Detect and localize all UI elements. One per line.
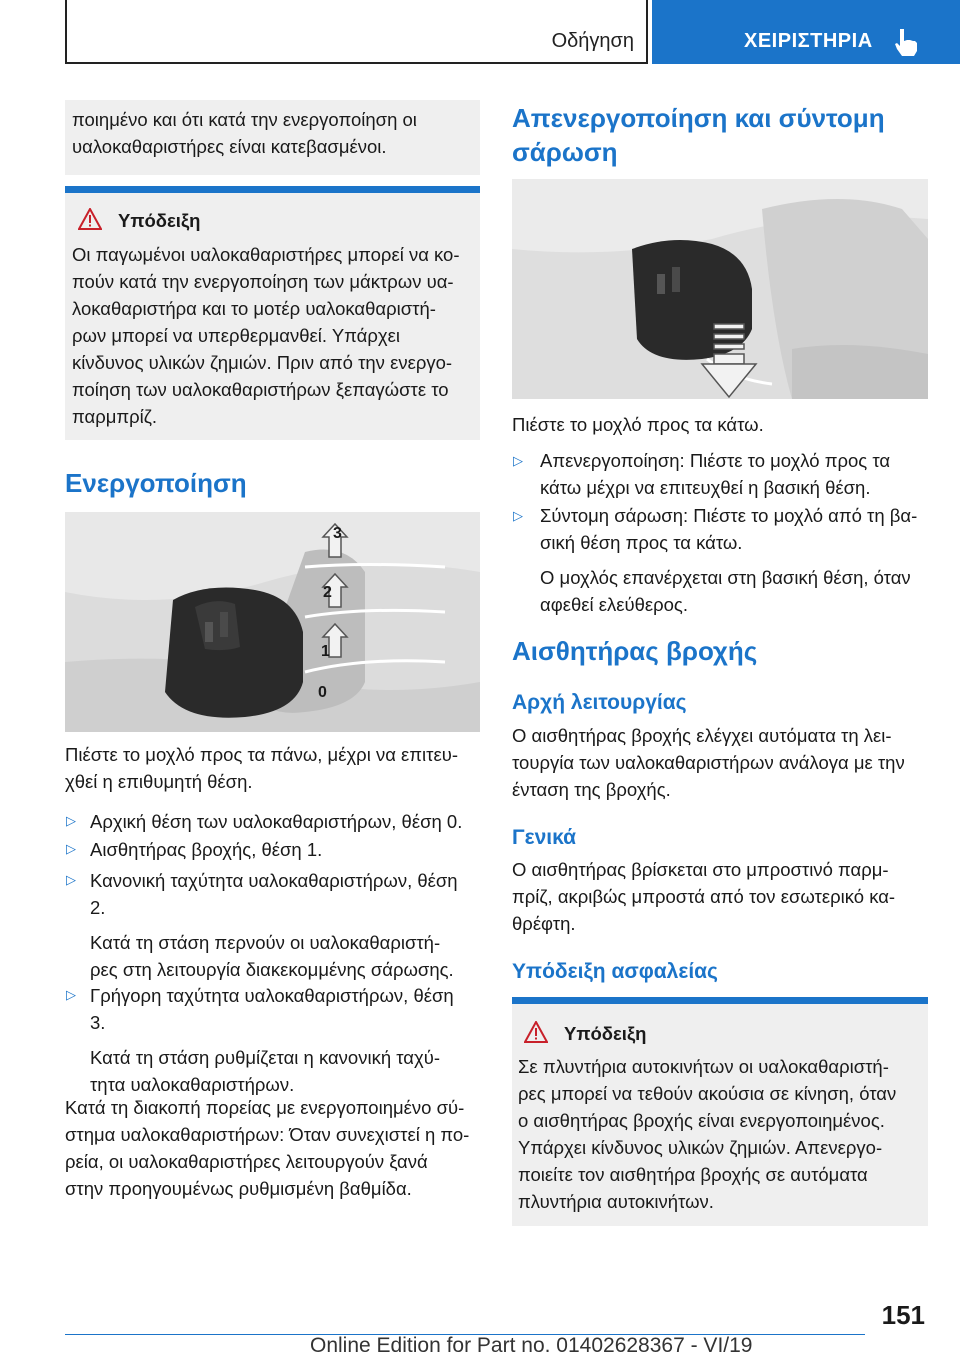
bullet-sub-line: ρες στη λειτουργία διακεκομμένης σάρωσης. [90, 959, 454, 980]
bullet-line: 2. [90, 897, 106, 918]
closing-paragraph [65, 1094, 480, 1202]
warning-line: παρμπρίζ. [72, 406, 158, 427]
subheading-general: Γενικά [512, 826, 577, 849]
closing-line: Κατά τη διακοπή πορείας με ενεργοποιημένο σύ- [65, 1097, 465, 1118]
warning-line: ρων μπορεί να υπερθερμανθεί. Υπάρχει [72, 325, 400, 346]
warning-title: Υπόδειξη [118, 210, 201, 231]
bullet-item [540, 502, 932, 618]
closing-line: ρεία, οι υαλοκαθαριστήρες λειτουργούν ξανά [65, 1151, 428, 1172]
warning-bar [65, 186, 480, 193]
wiper-lever-illustration [65, 512, 480, 732]
position-label-2: 2 [323, 584, 332, 601]
warning-line: πλυντήρια αυτοκινήτων. [518, 1191, 714, 1212]
position-label-1: 1 [321, 643, 330, 660]
intro-text: ποιημένο και ότι κατά την ενεργοποίηση οι υαλοκαθαριστήρες είναι κατεβασμένοι. [72, 109, 417, 157]
position-label-0: 0 [318, 684, 327, 701]
bullet-line: Κανονική ταχύτητα υαλοκαθαριστήρων, θέση [90, 870, 458, 891]
warning-line: ποίηση των υαλοκαθαριστήρων ξεπαγώστε το [72, 379, 449, 400]
caption-line: Πιέστε το μοχλό προς τα πάνω, μέχρι να επιτευ- [65, 744, 458, 765]
activation-caption [65, 741, 480, 795]
header-chapter-tab [652, 0, 960, 64]
bullet-item [90, 836, 480, 863]
warning-line: ποιείτε τον αισθητήρα βροχής σε αυτόματα [518, 1164, 868, 1185]
bullet-sub-line: αφεθεί ελεύθερος. [540, 594, 688, 615]
warning-line: Οι παγωμένοι υαλοκαθαριστήρες μπορεί να κο- [72, 244, 460, 265]
general-line: πρίζ, ακριβώς μπροστά από τον εσωτερικό κα- [512, 886, 896, 907]
wiper-lever-down-illustration [512, 179, 928, 399]
bullet-sub-line: Κατά τη στάση ρυθμίζεται η κανονική ταχύ- [90, 1047, 440, 1068]
principle-paragraph [512, 722, 932, 803]
general-paragraph [512, 856, 932, 937]
heading-line: Απενεργοποίηση και σύντομη [512, 103, 885, 133]
subheading-principle: Αρχή λειτουργίας [512, 691, 687, 714]
bullet-sub-line: Ο μοχλός επανέρχεται στη βασική θέση, όταν [540, 567, 911, 588]
principle-line: τουργία των υαλοκαθαριστήρων ανάλογα με την [512, 752, 905, 773]
closing-line: στην προηγουμένως ρυθμισμένη βαθμίδα. [65, 1178, 412, 1199]
bullet-sub-line: τητα υαλοκαθαριστήρων. [90, 1074, 295, 1095]
warning-line: Υπάρχει κίνδυνος υλικών ζημιών. Απενεργο- [518, 1137, 883, 1158]
bullet-line: Αρχική θέση των υαλοκαθαριστήρων, θέση 0. [90, 811, 463, 832]
principle-line: ένταση της βροχής. [512, 779, 671, 800]
warning-text [518, 1053, 928, 1215]
bullet-sub-line: Κατά τη στάση περνούν οι υαλοκαθαριστή- [90, 932, 441, 953]
heading-line: σάρωση [512, 137, 618, 167]
warning-triangle-icon [78, 208, 102, 230]
bullet-item [90, 982, 480, 1098]
closing-line: στημα υαλοκαθαριστήρων: Όταν συνεχιστεί η πο- [65, 1124, 470, 1145]
warning-line: κίνδυνος υλικών ζημιών. Πριν από την ενεργο- [72, 352, 453, 373]
warning-line: Σε πλυντήρια αυτοκινήτων οι υαλοκαθαριστή- [518, 1056, 889, 1077]
bullet-line: Σύντομη σάρωση: Πιέστε το μοχλό από τη βα- [540, 505, 918, 526]
bullet-arrow-icon: ▷ [66, 987, 76, 1002]
bullet-line: Αισθητήρας βροχής, θέση 1. [90, 839, 323, 860]
bullet-arrow-icon: ▷ [66, 872, 76, 887]
bullet-line: σική θέση προς τα κάτω. [540, 532, 743, 553]
subheading-safety: Υπόδειξη ασφαλείας [512, 960, 718, 983]
bullet-arrow-icon: ▷ [66, 841, 76, 856]
hand-pointer-icon [894, 26, 920, 56]
principle-line: Ο αισθητήρας βροχής ελέγχει αυτόματα τη λει- [512, 725, 892, 746]
bullet-line: κάτω μέχρι να επιτευχθεί η βασική θέση. [540, 477, 871, 498]
header-section-box [65, 0, 648, 64]
header-section-title: Οδήγηση [551, 30, 634, 52]
wiper-lever-down-image [512, 179, 928, 399]
warning-line: πούν κατά την ενεργοποίηση των μάκτρων υα- [72, 271, 454, 292]
bullet-arrow-icon: ▷ [513, 508, 523, 523]
wiper-lever-up-image [65, 512, 480, 732]
page-number: 151 [881, 1300, 925, 1330]
warning-line: ο αισθητήρας βροχής είναι ενεργοποιημένος. [518, 1110, 885, 1131]
warning-line: λοκαθαριστήρα και το μοτέρ υαλοκαθαριστή- [72, 298, 436, 319]
footer-edition: Online Edition for Part no. 01402628367 - VI/19 [310, 1334, 753, 1357]
header-chapter-title: ΧΕΙΡΙΣΤΗΡΙΑ [744, 30, 873, 52]
bullet-item [540, 447, 932, 501]
bullet-item [90, 867, 480, 983]
position-label-3: 3 [333, 525, 342, 542]
general-line: Ο αισθητήρας βρίσκεται στο μπροστινό παρμ- [512, 859, 889, 880]
section-heading-activation: Ενεργοποίηση [65, 468, 247, 498]
bullet-item [90, 808, 480, 835]
caption-line: χθεί η επιθυμητή θέση. [65, 771, 253, 792]
general-line: θρέφτη. [512, 913, 576, 934]
bullet-arrow-icon: ▷ [66, 813, 76, 828]
warning-title: Υπόδειξη [564, 1023, 647, 1044]
section-heading-rain-sensor: Αισθητήρας βροχής [512, 636, 758, 666]
warning-text [72, 241, 477, 430]
bullet-line: 3. [90, 1012, 106, 1033]
bullet-line: Γρήγορη ταχύτητα υαλοκαθαριστήρων, θέση [90, 985, 454, 1006]
deactivation-caption: Πιέστε το μοχλό προς τα κάτω. [512, 414, 764, 435]
section-heading-deactivation [512, 101, 932, 169]
warning-line: ρες μπορεί να τεθούν ακούσια σε κίνηση, όταν [518, 1083, 897, 1104]
bullet-line: Απενεργοποίηση: Πιέστε το μοχλό προς τα [540, 450, 891, 471]
warning-triangle-icon [524, 1021, 548, 1043]
warning-bar [512, 997, 928, 1004]
bullet-arrow-icon: ▷ [513, 453, 523, 468]
